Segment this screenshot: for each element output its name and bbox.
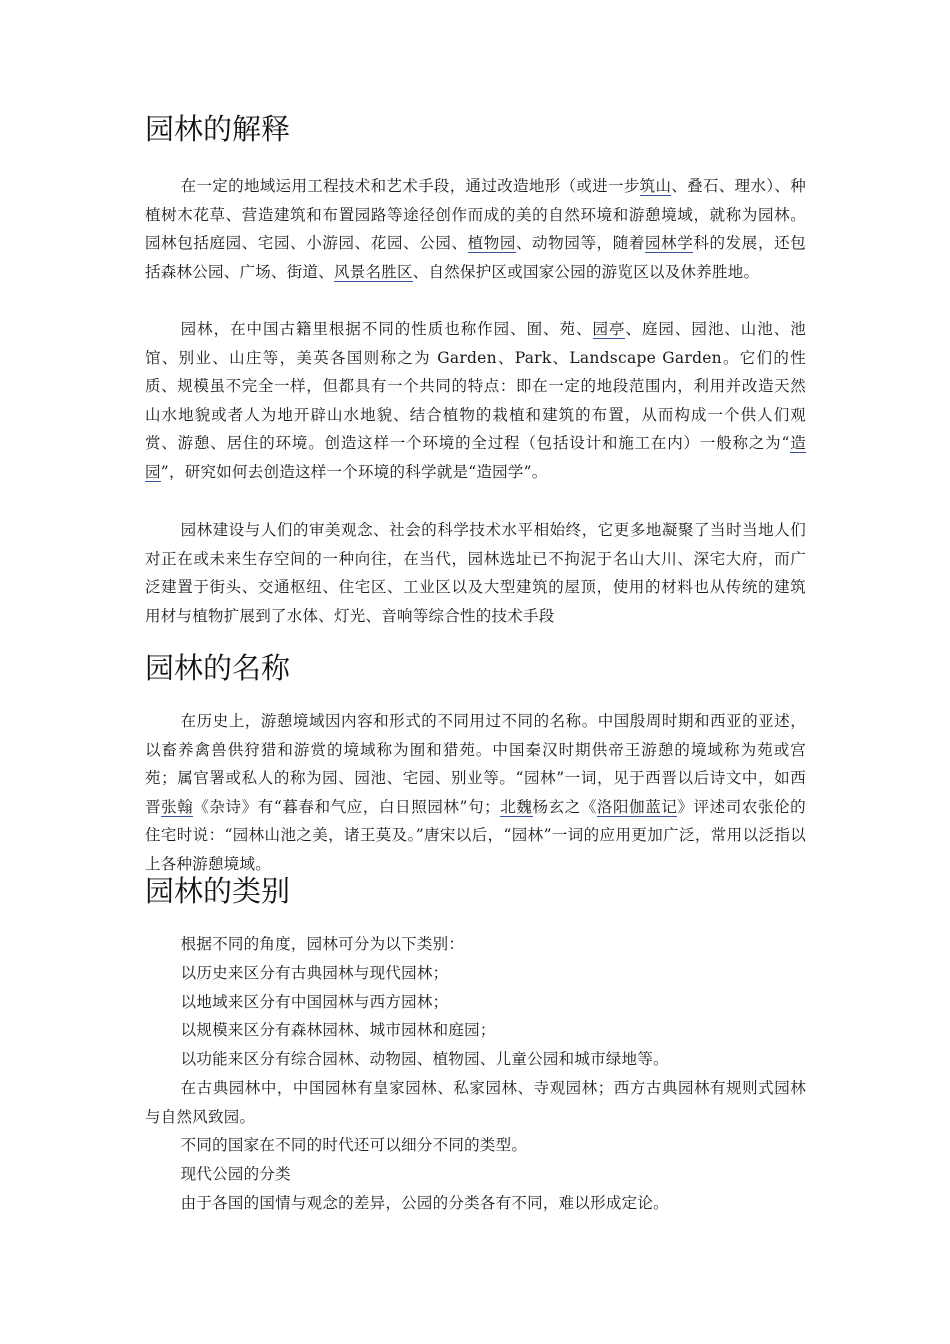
paragraph-text: 、自然保护区或国家公园的游览区以及休养胜地。 bbox=[412, 262, 760, 281]
paragraph bbox=[145, 1131, 806, 1160]
paragraph-text: 以历史来区分有古典园林与现代园林； bbox=[180, 964, 449, 982]
paragraph bbox=[145, 315, 806, 487]
paragraph-text: 在一定的地域运用工程技术和艺术手段，通过改造地形（或进一步 bbox=[180, 177, 640, 195]
paragraph-text: 园林，在中国古籍里根据不同的性质也称作园、囿、苑、 bbox=[180, 320, 593, 338]
paragraph-text: ”，研究如何去创造这样一个环境的科学就是“造园学”。 bbox=[160, 462, 548, 481]
paragraph-text: 不同的国家在不同的时代还可以细分不同的类型。 bbox=[180, 1136, 528, 1154]
paragraph-text: 园林建设与人们的审美观念、社会的科学技术水平相始终，它更多地凝聚了当时当地人们对正在或未来生存空间的一种向往，在当代，园林选址已不拘泥于名山大川、深宅大府，而广泛建置于街头、交通枢纽、住宅区、工业区以及大型建筑的屋顶，使用的材料也从传统的建筑用材与植物扩展到了水体、灯光、音响等综合性的技术手段 bbox=[145, 521, 806, 625]
paragraph-text: 以地域来区分有中国园林与西方园林； bbox=[180, 993, 449, 1011]
paragraph bbox=[145, 1160, 806, 1189]
hyperlink[interactable]: 筑山 bbox=[639, 177, 672, 195]
paragraph-text: 杨玄之《 bbox=[532, 797, 597, 816]
paragraph-text: 现代公园的分类 bbox=[180, 1165, 291, 1183]
paragraph-text: 在历史上，游憩境域因内容和形式的不同用过不同的名称。中国殷周时期和西亚的亚述，以畜养禽兽供狩猎和游赏的境域称为囿和猎苑。中国秦汉时期供帝王游憩的境域称为苑或宫苑；属官署或私人的称为园、园池、宅园、别业等。“园林”一词，见于西晋以后诗文中，如西晋 bbox=[145, 712, 806, 816]
paragraph bbox=[145, 1074, 806, 1131]
paragraph bbox=[145, 516, 806, 630]
paragraph-text: 由于各国的国情与观念的差异，公园的分类各有不同，难以形成定论。 bbox=[180, 1194, 669, 1212]
paragraph bbox=[145, 959, 806, 988]
paragraph bbox=[145, 172, 806, 286]
hyperlink[interactable]: 洛阳伽蓝记 bbox=[596, 797, 678, 816]
hyperlink[interactable]: 园林学 bbox=[645, 234, 694, 253]
paragraph-text: 》评述司农张伦的住宅时说：“园林山池之美，诸王莫及。”唐宋以后，“园林”一词的应用更加广泛，常用以泛指以上各种游憩境域。 bbox=[145, 797, 806, 873]
hyperlink[interactable]: 园亭 bbox=[592, 320, 626, 338]
paragraph-text: 在古典园林中，中国园林有皇家园林、私家园林、寺观园林；西方古典园林有规则式园林与自然风致园。 bbox=[145, 1079, 806, 1126]
paragraph-text: 科的发展，还包括森林公园、广场、街道、 bbox=[145, 234, 806, 281]
hyperlink[interactable]: 造园 bbox=[145, 434, 806, 481]
hyperlink[interactable]: 植物园 bbox=[467, 234, 516, 253]
paragraph bbox=[145, 1189, 806, 1218]
paragraph bbox=[145, 707, 806, 879]
hyperlink[interactable]: 张翰 bbox=[161, 797, 194, 816]
hyperlink[interactable]: 风景名胜区 bbox=[334, 262, 413, 281]
hyperlink[interactable]: 北魏 bbox=[499, 797, 533, 816]
section-heading-categories: 园林的类别 bbox=[145, 874, 291, 908]
paragraph bbox=[145, 1016, 806, 1045]
section-heading-explanation: 园林的解释 bbox=[145, 112, 291, 146]
paragraph-text: 《杂诗》有“暮春和气应，白日照园林”句； bbox=[193, 797, 500, 816]
paragraph-text: 以规模来区分有森林园林、城市园林和庭园； bbox=[180, 1021, 496, 1039]
paragraph-text: 、叠石、理水）、种植树木花草、营造建筑和布置园路等途径创作而成的美的自然环境和游憩境域，就称为园林。园林包括庭园、宅园、小游园、花园、公园、 bbox=[145, 177, 806, 253]
paragraph bbox=[145, 930, 806, 959]
paragraph-text: 以功能来区分有综合园林、动物园、植物园、儿童公园和城市绿地等。 bbox=[180, 1050, 669, 1068]
paragraph bbox=[145, 988, 806, 1017]
paragraph bbox=[145, 1045, 806, 1074]
paragraph-text: 根据不同的角度，园林可分为以下类别： bbox=[180, 935, 465, 953]
paragraph-text: 、庭园、园池、山池、池馆、别业、山庄等，美英各国则称之为 Garden、Park、Landscape Garden。它们的性质、规模虽不完全一样，但都具有一个共同的特点：即在一定的地段范围内，利用并改造天然山水地貌或者人为地开辟山水地貌、结合植物的栽植和建筑的布置，从而构成一个供人们观赏、游憩、居住的环境。创造这样一个环境的全过程（包括设计和施工在内）一般称之为“ bbox=[145, 320, 806, 453]
section-heading-names: 园林的名称 bbox=[145, 651, 291, 685]
paragraph-text: 、动物园等，随着 bbox=[515, 234, 646, 253]
